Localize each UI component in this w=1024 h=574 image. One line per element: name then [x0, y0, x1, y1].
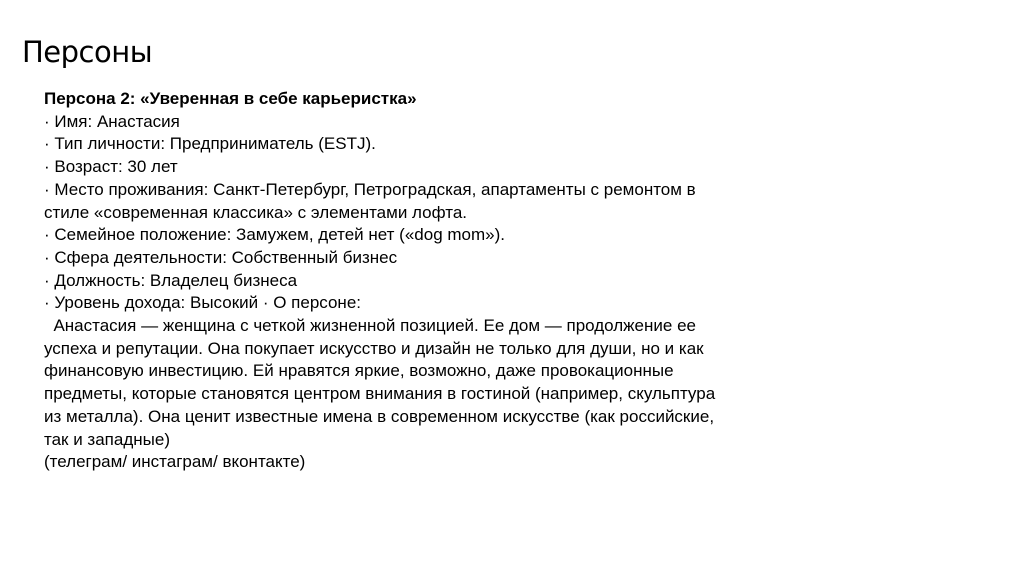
persona-line-personality-type: · Тип личности: Предприниматель (ESTJ). — [44, 134, 376, 154]
persona-line-field: · Сфера деятельности: Собственный бизнес — [44, 247, 398, 267]
persona-about-line: предметы, которые становятся центром внимания в гостиной (например, скульптура — [44, 384, 716, 404]
persona-channels: (телеграм/ инстаграм/ вконтакте) — [44, 452, 306, 472]
persona-about-line: успеха и репутации. Она покупает искусство и дизайн не только для души, но и как — [44, 338, 704, 358]
persona-line-residence: · Место проживания: Санкт-Петербург, Петроградская, апартаменты с ремонтом в — [44, 179, 696, 199]
persona-about-line: из металла). Она ценит известные имена в современном искусстве (как российские, — [44, 406, 715, 426]
slide-title: Персоны — [22, 35, 153, 69]
persona-line-age: · Возраст: 30 лет — [44, 157, 178, 177]
persona-about-line: так и западные) — [44, 429, 170, 449]
persona-line-name: · Имя: Анастасия — [44, 111, 180, 131]
persona-line-position: · Должность: Владелец бизнеса — [44, 270, 298, 290]
persona-about-line: Анастасия — женщина с четкой жизненной позицией. Ее дом — продолжение ее — [44, 316, 696, 336]
persona-line-family-status: · Семейное положение: Замужем, детей нет («dog mom»). — [44, 225, 505, 245]
persona-about-line: финансовую инвестицию. Ей нравятся яркие, возможно, даже провокационные — [44, 361, 674, 381]
persona-line-residence-continued: стиле «современная классика» с элементами лофта. — [44, 202, 467, 222]
persona-line-income: · Уровень дохода: Высокий · О персоне: — [44, 293, 361, 313]
persona-description — [44, 88, 824, 474]
persona-heading: Персона 2: «Уверенная в себе карьеристка» — [44, 89, 417, 108]
